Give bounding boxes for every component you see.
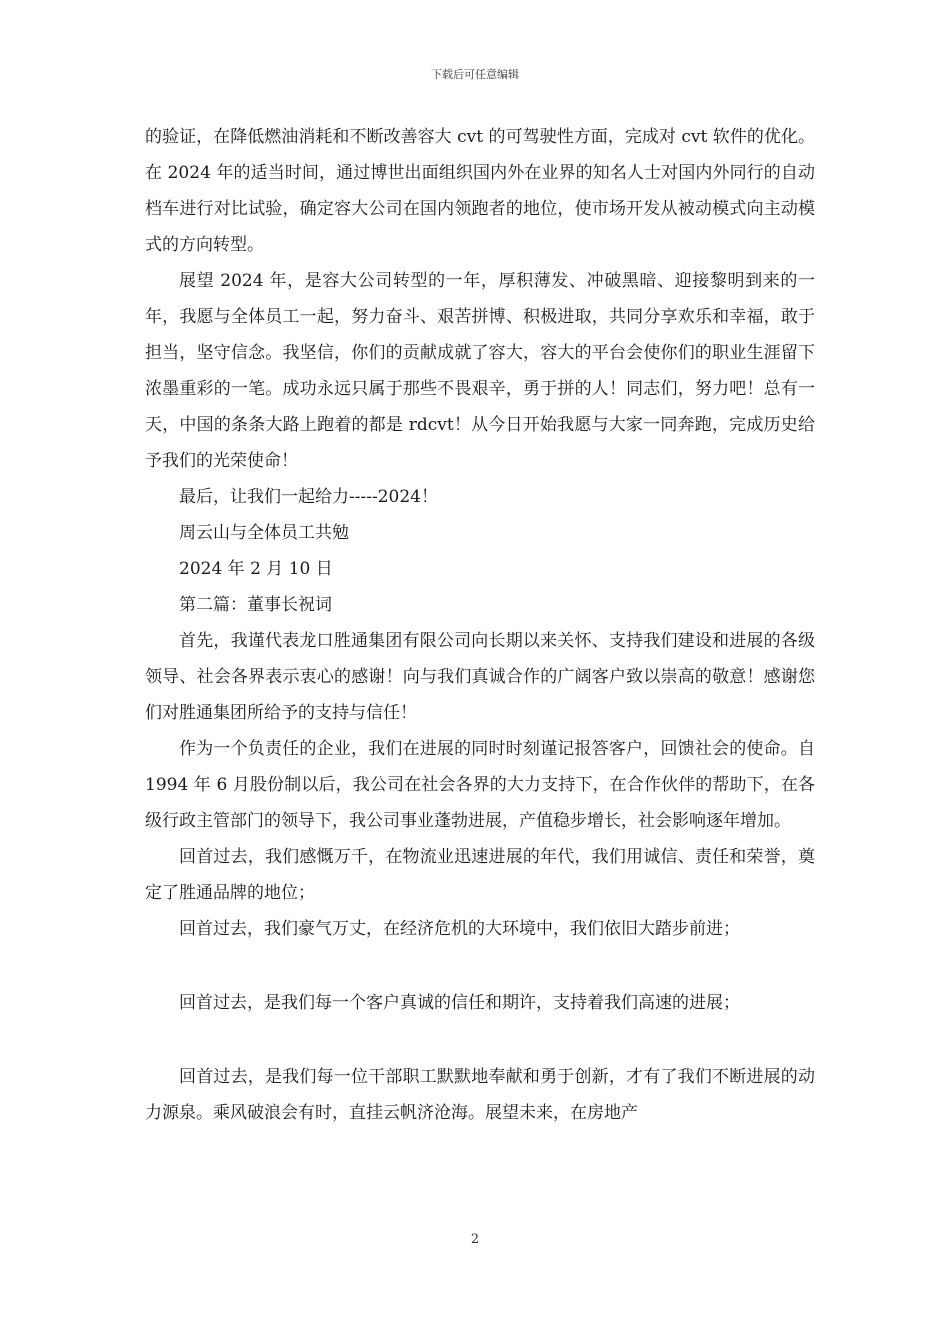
date-line: 2024 年 2 月 10 日 [179,559,333,579]
paragraph-responsibility: 作为一个负责任的企业，我们在进展的同时时刻谨记报答客户，回馈社会的使命。自 1994 年 6 月股份制以后，我公司在社会各界的大力支持下，在合作伙伴的帮助下，在各级行政主管部门的领导下，我公司事业蓬勃进展，产值稳步增长，社会影响逐年增加。 [145,739,815,831]
page-number: 2 [470,1232,480,1247]
page-header: 下载后可任意编辑 [431,68,519,81]
paragraph-look-back-4: 回首过去，是我们每一位干部职工默默地奉献和勇于创新，才有了我们不断进展的动力源泉。乘风破浪会有时，直挂云帆济沧海。展望未来，在房地产 [145,1067,815,1123]
signature-line: 周云山与全体员工共勉 [179,523,349,543]
paragraph-look-back-3: 回首过去，是我们每一个客户真诚的信任和期许，支持着我们高速的进展； [179,993,740,1013]
document-body [145,119,815,1131]
paragraph-closing-slogan: 最后，让我们一起给力-----2024！ [179,487,438,507]
section-heading: 第二篇：董事长祝词 [179,595,332,615]
paragraph-cvt-optimization: 的验证，在降低燃油消耗和不断改善容大 cvt 的可驾驶性方面，完成对 cvt 软件的优化。在 2024 年的适当时间，通过博世出面组织国内外在业界的知名人士对国内外同行的自动档车进行对比试验，确定容大公司在国内领跑者的地位，使市场开发从被动模式向主动模式的方向转型。 [145,127,815,255]
paragraph-look-back-2: 回首过去，我们豪气万丈，在经济危机的大环境中，我们依旧大踏步前进； [179,919,740,939]
paragraph-thanks: 首先，我谨代表龙口胜通集团有限公司向长期以来关怀、支持我们建设和进展的各级领导、社会各界表示衷心的感谢！向与我们真诚合作的广阔客户致以崇高的敬意！感谢您们对胜通集团所给予的支持与信任！ [145,631,815,723]
paragraph-outlook-2024: 展望 2024 年，是容大公司转型的一年，厚积薄发、冲破黑暗、迎接黎明到来的一年，我愿与全体员工一起，努力奋斗、艰苦拼博、积极进取，共同分享欢乐和幸福，敢于担当，坚守信念。我坚信，你们的贡献成就了容大，容大的平台会使你们的职业生涯留下浓墨重彩的一笔。成功永远只属于那些不畏艰辛，勇于拼的人！同志们，努力吧！总有一天，中国的条条大路上跑着的都是 rdcvt！从今日开始我愿与大家一同奔跑，完成历史给予我们的光荣使命！ [145,271,815,471]
paragraph-look-back-1: 回首过去，我们感慨万千，在物流业迅速进展的年代，我们用诚信、责任和荣誉，奠定了胜通品牌的地位； [145,847,815,903]
